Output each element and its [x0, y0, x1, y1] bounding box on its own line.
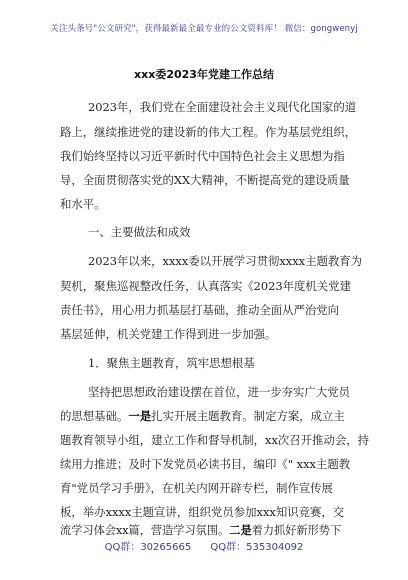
section-line: 基层延伸，机关党建工作得到进一步加强。 [60, 327, 277, 341]
section-line: 2023年以来，xxxx委以开展学习贯彻xxxx主题教育为 [88, 254, 363, 268]
intro-line: 路上，继续推进党的建设新的伟大工程。作为基层党组织， [60, 125, 357, 139]
subsection-line: 育"党员学习手册》，在机关内网开辟专栏，制作宣传展 [60, 481, 333, 495]
qq-group-1: QQ群：30265665 [104, 542, 192, 553]
subsection-line: 续用力推进；及时下发党员必读书目，编印《" xxx主题教 [60, 457, 351, 471]
emphasis-text: 一是 [128, 409, 152, 423]
line-text: 扎实开展主题教育。制定方案，成立主 [151, 409, 345, 423]
intro-line: 和水平。 [60, 197, 106, 211]
subsection-line [60, 408, 345, 424]
emphasis-text: 二是 [229, 524, 252, 537]
header-banner: 关注头条号"公文研究"，获得最新最全最专业的公文资料库！ 微信：gongwenyj [50, 24, 358, 34]
line-text: 流学习体会xx篇，营造学习氛围。 [60, 524, 230, 537]
document-title: xxx委2023年党建工作总结 [134, 68, 274, 81]
section-line: 契机，聚焦巡视整改任务，认真落实《2023年度机关党建 [60, 279, 351, 293]
intro-line: 导，全面贯彻落实党的XX大精神，不断提高党的建设质量 [60, 173, 350, 187]
footer [0, 538, 408, 553]
section-heading: 一、主要做法和成效 [88, 225, 191, 239]
intro-line: 2023年，我们党在全面建设社会主义现代化国家的道 [88, 100, 357, 114]
line-text: 的思想基础。 [60, 409, 129, 423]
line-text: 着力抓好新形势下 [251, 524, 342, 537]
intro-line: 我们始终坚持以习近平新时代中国特色社会主义思想为指 [60, 149, 345, 163]
subsection-line: 题教育领导小组，建立工作和督导机制，xx次召开推动会，持 [60, 433, 370, 447]
subsection-line: 板，举办xxxx主题宣讲，组织党员参加xxx知识竞赛，交 [60, 505, 345, 519]
section-line: 责任书》，用心用力抓基层打基础，推动全面从严治党向 [60, 303, 340, 317]
subsection-heading: 1．聚焦主题教育，筑牢思想根基 [88, 356, 255, 370]
qq-group-2: QQ群：535304092 [210, 542, 304, 553]
subsection-line: 坚持把思想政治建设摆在首位，进一步夯实广大党员 [88, 385, 350, 399]
subsection-line [60, 522, 341, 538]
